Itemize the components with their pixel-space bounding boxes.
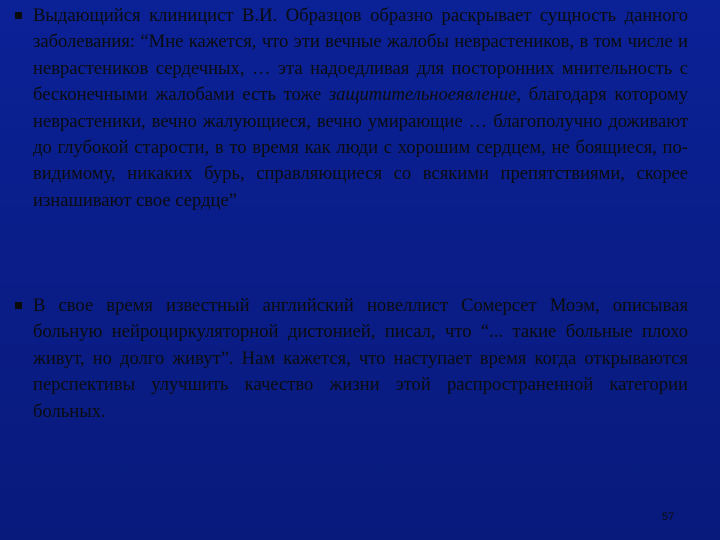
paragraph-text-start: Выдающийся клиницист В.И. Образцов образно раскрывает сущность данного заболевания: “Мне кажется, что эти вечные жалобы неврастеников, в том числе и неврастеников сердечных, … эта надоедливая для посторонних мнительность с бесконечными жалобами есть тоже: [33, 5, 688, 106]
bullet-paragraph-quote: [33, 3, 688, 214]
paragraph-text-end: , благодаря которому неврастеники, вечно жалующиеся, вечно умирающие … благополучно доживают до глубокой старости, в то время как люди с хорошим сердцем, не боящиеся, по-видимому, никаких бурь, справляющиеся со всякими препятствиями, скорее изнашивают свое сердце”: [33, 84, 688, 211]
bullet-paragraph-maugham: [33, 293, 688, 425]
page-number: 57: [662, 511, 675, 523]
paragraph-text: В свое время известный английский новеллист Сомерсет Моэм, описывая больную нейроциркуляторной дистонией, писал, что “... такие больные плохо живут, но долго живут”. Нам кажется, что наступает время когда открываются перспективы улучшить качество жизни этой распространенной категории больных.: [33, 295, 688, 422]
paragraph-italic-term: защитительноеявление: [328, 84, 517, 106]
